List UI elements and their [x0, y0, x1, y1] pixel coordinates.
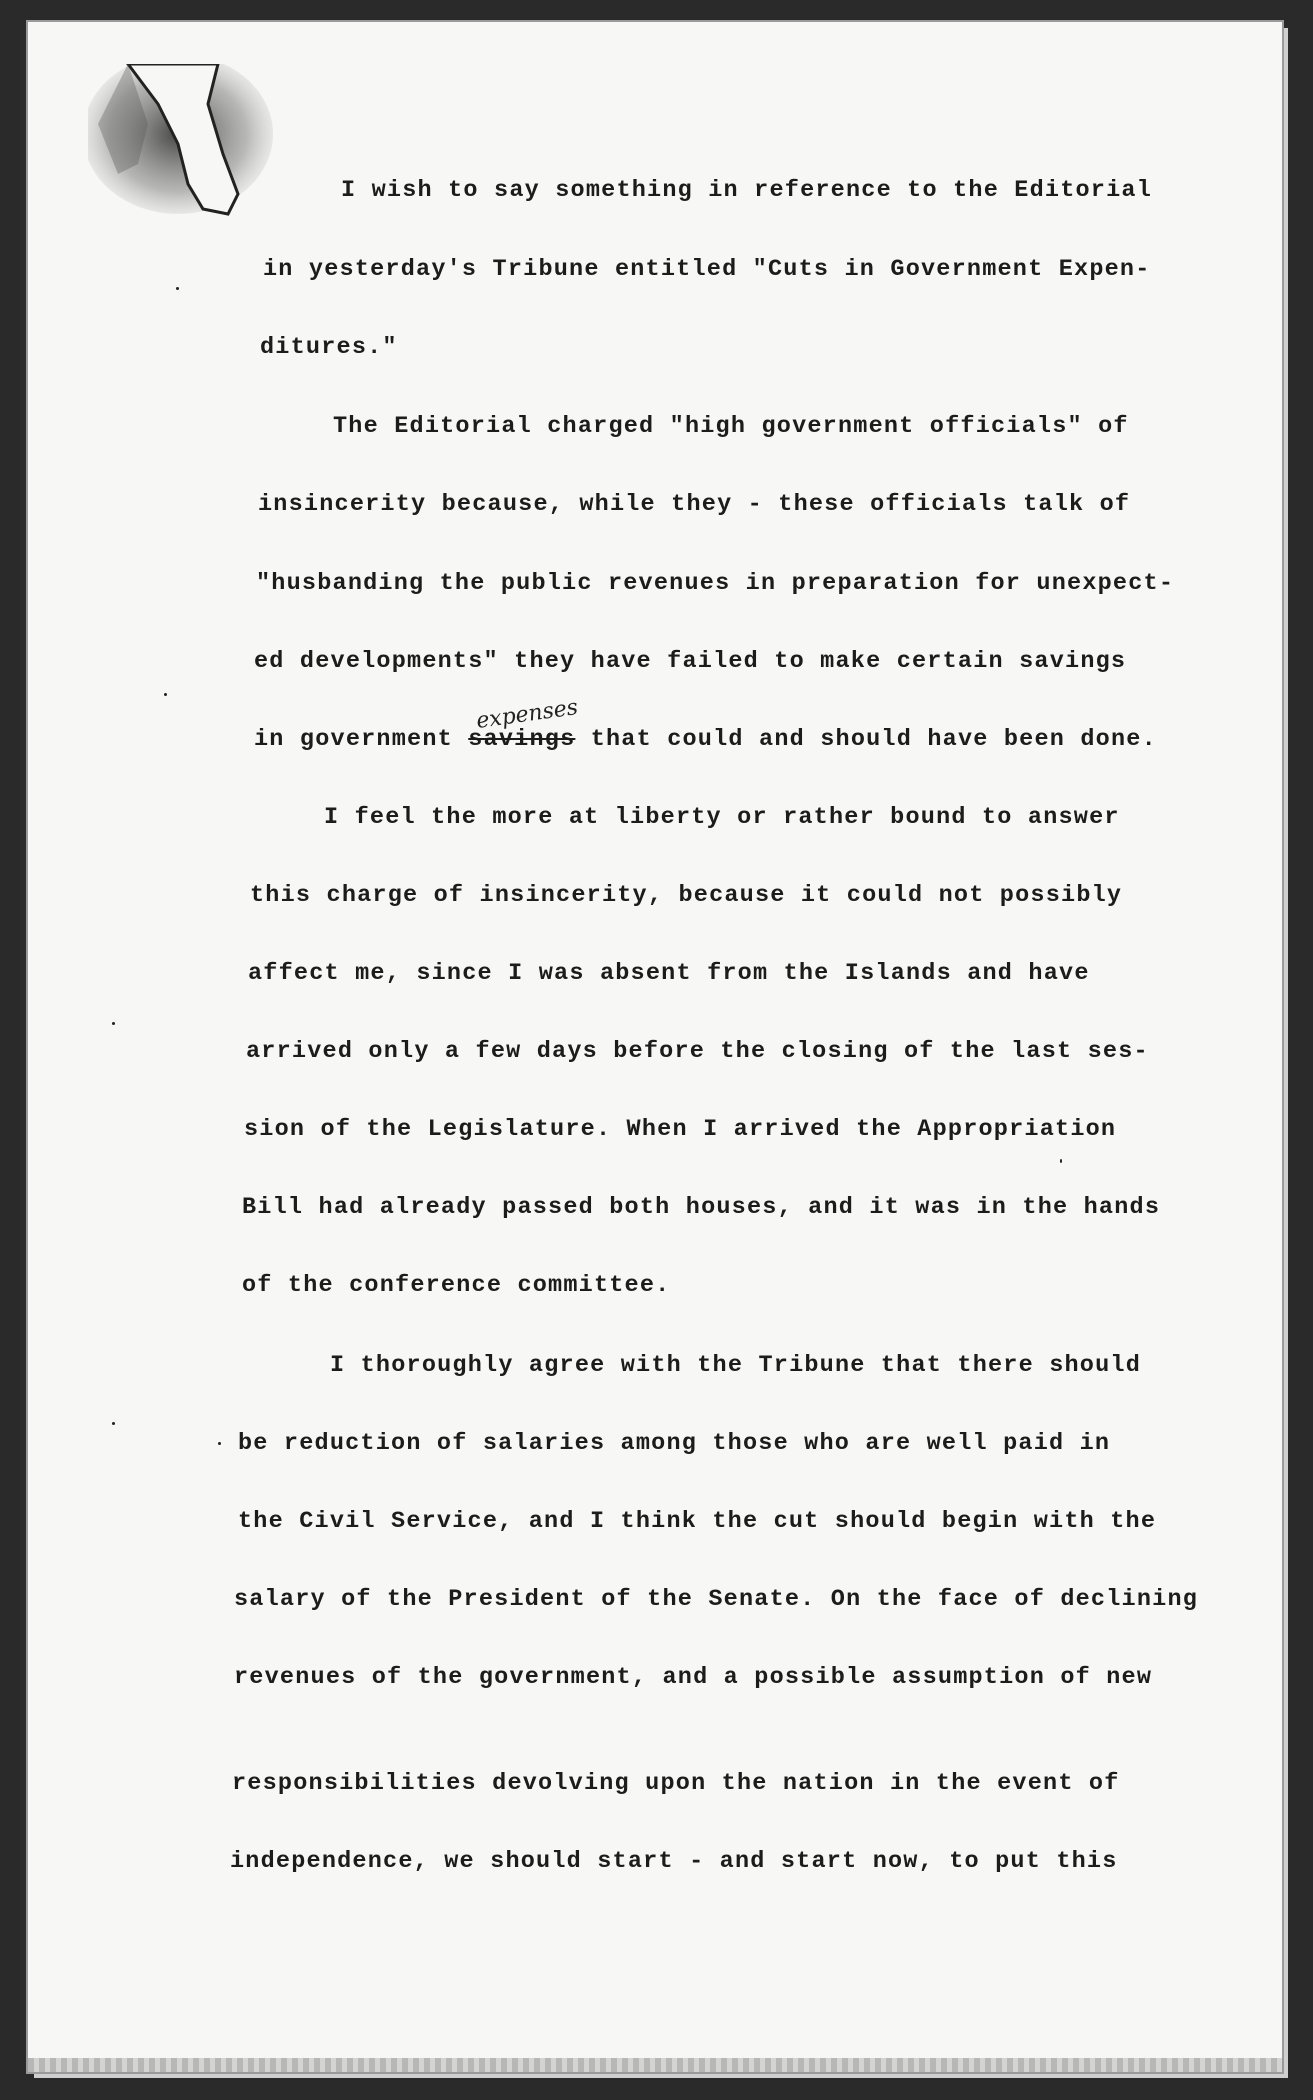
- text-line-13: sion of the Legislature. When I arrived the Appropriation: [244, 1116, 1117, 1143]
- text-line-7: ed developments" they have failed to make certain savings: [254, 648, 1127, 675]
- text-line-2: in yesterday's Tribune entitled "Cuts in Government Expen-: [263, 256, 1151, 283]
- page-bottom-edge: [28, 2058, 1282, 2072]
- text-line-10: this charge of insincerity, because it could not possibly: [250, 882, 1123, 909]
- text-line-9: I feel the more at liberty or rather bound to answer: [324, 804, 1120, 831]
- text-line-11: affect me, since I was absent from the Islands and have: [248, 960, 1090, 987]
- text-line-20: revenues of the government, and a possible assumption of new: [234, 1664, 1153, 1691]
- line8-prefix: in government: [254, 726, 453, 753]
- text-line-1: I wish to say something in reference to the Editorial: [341, 177, 1153, 204]
- ink-speck: [1060, 1159, 1062, 1163]
- ink-speck: [112, 1022, 115, 1025]
- ink-speck: [218, 1442, 221, 1445]
- document-page: [28, 22, 1282, 2072]
- ink-speck: [112, 1422, 115, 1425]
- text-line-21: responsibilities devolving upon the nation in the event of: [232, 1770, 1120, 1797]
- text-line-3: ditures.": [260, 334, 398, 361]
- burn-damage-mark: [88, 64, 288, 264]
- text-line-12: arrived only a few days before the closing of the last ses-: [246, 1038, 1149, 1065]
- text-line-6: "husbanding the public revenues in preparation for unexpect-: [256, 570, 1175, 597]
- text-line-16: I thoroughly agree with the Tribune that there should: [330, 1352, 1142, 1379]
- text-line-19: salary of the President of the Senate. On the face of declining: [234, 1586, 1199, 1613]
- struck-word: savings: [468, 726, 576, 753]
- line8-rest: that could and should have been done.: [590, 726, 1157, 753]
- text-line-17: be reduction of salaries among those who are well paid in: [238, 1430, 1111, 1457]
- ink-speck: [176, 287, 179, 290]
- handwritten-insertion: expenses: [474, 695, 580, 734]
- text-line-15: of the conference committee.: [242, 1272, 671, 1299]
- text-line-8: [254, 726, 1157, 753]
- ink-speck: [164, 693, 167, 696]
- text-line-14: Bill had already passed both houses, and it was in the hands: [242, 1194, 1161, 1221]
- text-line-4: The Editorial charged "high government officials" of: [333, 413, 1129, 440]
- text-line-18: the Civil Service, and I think the cut should begin with the: [238, 1508, 1157, 1535]
- text-line-5: insincerity because, while they - these officials talk of: [258, 491, 1131, 518]
- text-line-22: independence, we should start - and start now, to put this: [230, 1848, 1118, 1875]
